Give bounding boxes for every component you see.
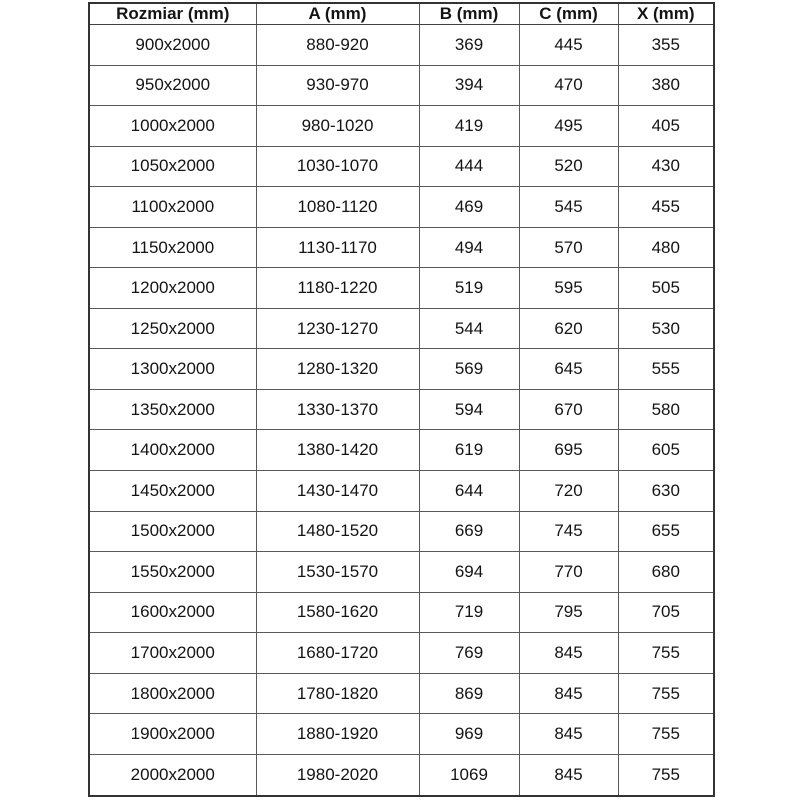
table-row (89, 227, 714, 268)
table-cell: 745 (519, 511, 618, 552)
table-cell: 405 (618, 106, 714, 147)
table-cell: 1800x2000 (89, 673, 256, 714)
table-cell: 1200x2000 (89, 268, 256, 309)
table-cell: 1230-1270 (256, 308, 419, 349)
table-cell: 1900x2000 (89, 714, 256, 755)
table-cell: 1530-1570 (256, 552, 419, 593)
column-header: C (mm) (519, 3, 618, 25)
table-cell: 555 (618, 349, 714, 390)
table-cell: 1280-1320 (256, 349, 419, 390)
dimensions-table (88, 2, 715, 797)
table-cell: 1430-1470 (256, 471, 419, 512)
table-cell: 950x2000 (89, 65, 256, 106)
table-cell: 695 (519, 430, 618, 471)
table-cell: 719 (419, 592, 519, 633)
table-row (89, 389, 714, 430)
table-cell: 869 (419, 673, 519, 714)
table-cell: 1100x2000 (89, 187, 256, 228)
table-cell: 444 (419, 146, 519, 187)
table-cell: 469 (419, 187, 519, 228)
table-cell: 455 (618, 187, 714, 228)
table-cell: 570 (519, 227, 618, 268)
column-header: X (mm) (618, 3, 714, 25)
table-cell: 470 (519, 65, 618, 106)
table-cell: 680 (618, 552, 714, 593)
table-row (89, 349, 714, 390)
table-cell: 845 (519, 754, 618, 796)
table-cell: 1300x2000 (89, 349, 256, 390)
table-cell: 505 (618, 268, 714, 309)
table-cell: 1450x2000 (89, 471, 256, 512)
table-cell: 1550x2000 (89, 552, 256, 593)
table-cell: 430 (618, 146, 714, 187)
table-cell: 720 (519, 471, 618, 512)
table-row (89, 754, 714, 796)
table-cell: 380 (618, 65, 714, 106)
table-cell: 1069 (419, 754, 519, 796)
table-cell: 1980-2020 (256, 754, 419, 796)
table-cell: 494 (419, 227, 519, 268)
table-cell: 544 (419, 308, 519, 349)
table-cell: 520 (519, 146, 618, 187)
table-cell: 1130-1170 (256, 227, 419, 268)
table-row (89, 430, 714, 471)
table-cell: 669 (419, 511, 519, 552)
table-cell: 930-970 (256, 65, 419, 106)
table-cell: 355 (618, 25, 714, 66)
table-row (89, 714, 714, 755)
table-cell: 755 (618, 633, 714, 674)
table-cell: 795 (519, 592, 618, 633)
table-cell: 1680-1720 (256, 633, 419, 674)
table-cell: 845 (519, 633, 618, 674)
table-cell: 1000x2000 (89, 106, 256, 147)
table-cell: 705 (618, 592, 714, 633)
table-row (89, 268, 714, 309)
table-cell: 880-920 (256, 25, 419, 66)
table-cell: 1400x2000 (89, 430, 256, 471)
table-body (89, 25, 714, 797)
table-cell: 900x2000 (89, 25, 256, 66)
table-cell: 495 (519, 106, 618, 147)
table-row (89, 592, 714, 633)
table-cell: 980-1020 (256, 106, 419, 147)
table-row (89, 146, 714, 187)
table-row (89, 471, 714, 512)
column-header: A (mm) (256, 3, 419, 25)
table-cell: 630 (618, 471, 714, 512)
table-cell: 1250x2000 (89, 308, 256, 349)
table-cell: 580 (618, 389, 714, 430)
table-cell: 545 (519, 187, 618, 228)
table-row (89, 673, 714, 714)
table-cell: 845 (519, 673, 618, 714)
table-cell: 1350x2000 (89, 389, 256, 430)
table-cell: 1030-1070 (256, 146, 419, 187)
table-cell: 694 (419, 552, 519, 593)
table-row (89, 633, 714, 674)
table-cell: 1050x2000 (89, 146, 256, 187)
table-row (89, 511, 714, 552)
table-cell: 605 (618, 430, 714, 471)
table-cell: 419 (419, 106, 519, 147)
table-cell: 445 (519, 25, 618, 66)
table-cell: 620 (519, 308, 618, 349)
table-row (89, 25, 714, 66)
table-cell: 369 (419, 25, 519, 66)
table-cell: 1080-1120 (256, 187, 419, 228)
table-cell: 769 (419, 633, 519, 674)
table-row (89, 552, 714, 593)
dimensions-table-container (88, 2, 715, 797)
table-cell: 845 (519, 714, 618, 755)
table-cell: 1150x2000 (89, 227, 256, 268)
table-cell: 530 (618, 308, 714, 349)
table-row (89, 187, 714, 228)
table-cell: 644 (419, 471, 519, 512)
table-row (89, 65, 714, 106)
table-cell: 1580-1620 (256, 592, 419, 633)
table-cell: 655 (618, 511, 714, 552)
table-cell: 594 (419, 389, 519, 430)
header-row (89, 3, 714, 25)
table-cell: 755 (618, 754, 714, 796)
table-cell: 595 (519, 268, 618, 309)
table-cell: 1500x2000 (89, 511, 256, 552)
table-cell: 1880-1920 (256, 714, 419, 755)
column-header: Rozmiar (mm) (89, 3, 256, 25)
table-cell: 1180-1220 (256, 268, 419, 309)
table-cell: 1480-1520 (256, 511, 419, 552)
table-cell: 480 (618, 227, 714, 268)
column-header: B (mm) (419, 3, 519, 25)
table-cell: 1780-1820 (256, 673, 419, 714)
table-cell: 619 (419, 430, 519, 471)
table-row (89, 308, 714, 349)
table-cell: 1600x2000 (89, 592, 256, 633)
table-cell: 770 (519, 552, 618, 593)
table-cell: 569 (419, 349, 519, 390)
table-cell: 394 (419, 65, 519, 106)
table-cell: 645 (519, 349, 618, 390)
table-cell: 1330-1370 (256, 389, 419, 430)
table-cell: 1700x2000 (89, 633, 256, 674)
table-cell: 969 (419, 714, 519, 755)
table-cell: 2000x2000 (89, 754, 256, 796)
table-row (89, 106, 714, 147)
table-cell: 755 (618, 673, 714, 714)
table-cell: 1380-1420 (256, 430, 419, 471)
table-cell: 755 (618, 714, 714, 755)
table-cell: 670 (519, 389, 618, 430)
table-cell: 519 (419, 268, 519, 309)
